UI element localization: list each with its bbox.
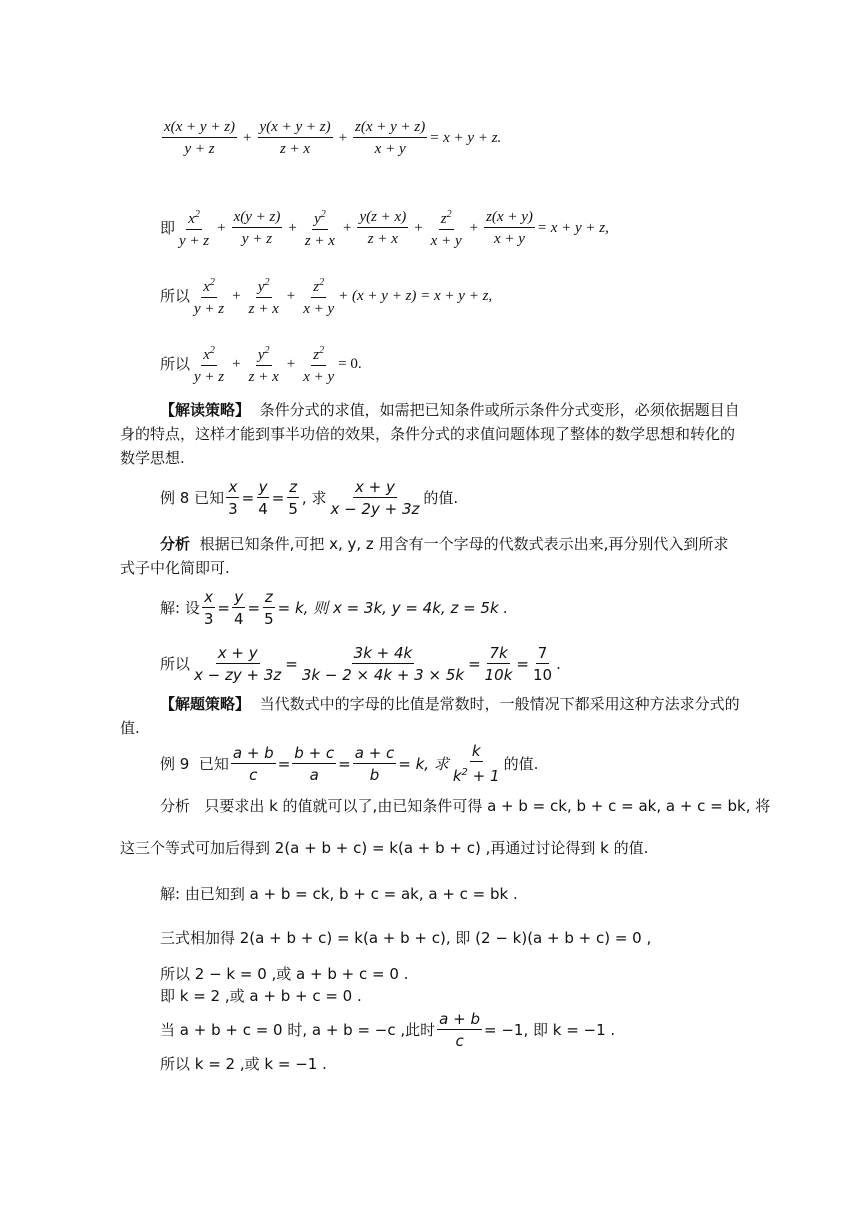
equation-rhs: = x + y + z. <box>429 130 502 146</box>
solution-label: 解: 设 <box>160 599 200 617</box>
strategy-label: 【解题策略】 <box>160 695 251 713</box>
result-prefix: 所以 <box>160 655 191 673</box>
example-8-solution: 解: 设 $\frac{x}{3}$ = $\frac{y}{4}$ = $\frac{z}{5}$ = k, 则 x = 3k, y = 4k, z = 5k . <box>160 588 509 628</box>
prefix-text: 所以 <box>160 355 191 373</box>
strategy-text: 条件分式的求值，如需把已知条件或所示条件分式变形，必须依据题目自身的特点，这样才能到事半功倍的效果，条件分式的求值问题体现了整体的数学思想和转化的数学思想. <box>120 401 740 467</box>
step-text: 所以 2 − k = 0 ,或 a + b + c = 0 . <box>160 965 409 983</box>
example-8-analysis <box>120 532 740 580</box>
analysis-text: 只要求出 k 的值就可以了,由已知条件可得 a + b = ck, b + c = ak, a + c = bk, 将 <box>204 797 771 815</box>
example-9-step-2 <box>160 928 651 948</box>
equation-line-3: 所以 $\frac{x^2}{y + z}$ + $\frac{y^2}{z + x}$ + $\frac{z^2}{x + y}$ + (x + y + z) = x + y + z, <box>160 274 492 318</box>
equation-line-4: 所以 $\frac{x^2}{y + z}$ + $\frac{y^2}{z + x}$ + $\frac{z^2}{x + y}$ = 0. <box>160 342 362 386</box>
strategy-label: 【解读策略】 <box>160 401 251 419</box>
strategy-text: 当代数式中的字母的比值是常数时，一般情况下都采用这种方法求分式的值. <box>120 695 740 737</box>
example-9-step-6 <box>160 1054 327 1074</box>
step-text: 解: 由已知到 a + b = ck, b + c = ak, a + c = bk . <box>160 885 518 903</box>
fraction: $\frac{z(x + y + z)}{x + y}$ <box>355 119 426 157</box>
strategy-paragraph-2 <box>120 692 740 740</box>
ask-end-text: 的值. <box>423 489 459 507</box>
prefix-text: 即 <box>160 219 176 237</box>
solution-text: = k, 则 x = 3k, y = 4k, z = 5k . <box>277 599 509 617</box>
step-text: 当 a + b + c = 0 时, a + b = −c ,此时 <box>160 1021 436 1039</box>
analysis-text: 根据已知条件,可把 x, y, z 用含有一个字母的代数式表示出来,再分别代入到所求式子中化简即可. <box>120 535 729 577</box>
example-9-analysis-line-2 <box>120 838 648 858</box>
equation-line-2: 即 $\frac{x^2}{y + z}$ + $\frac{x(y + z)}{y + z}$ + $\frac{y^2}{z + x}$ + $\frac{y(z + x)}{z + x}$ + $\frac{z^2}{x + y}$ + $\frac{z(x + y)}{x + y}$ = x + y + z, <box>160 206 609 250</box>
equation-line-1: $\frac{x(x + y + z)}{y + z}$ + $\frac{y(x + y + z)}{z + x}$ + $\frac{z(x + y + z)}{x + y}$ = x + y + z. <box>164 119 502 157</box>
prefix-text: 所以 <box>160 287 191 305</box>
ask-text: , 求 <box>301 489 327 507</box>
strategy-paragraph-1 <box>120 398 740 470</box>
equation-rhs: = x + y + z, <box>536 220 609 236</box>
analysis-label: 分析 <box>160 797 191 815</box>
example-9-step-5: 当 a + b + c = 0 时, a + b = −c ,此时 $\frac{a + b}{c}$ = −1, 即 k = −1 . <box>160 1010 616 1050</box>
step-text: 三式相加得 2(a + b + c) = k(a + b + c), 即 (2 − k)(a + b + c) = 0 , <box>160 929 652 947</box>
example-label: 例 9 <box>160 754 190 773</box>
fraction: $\frac{x(x + y + z)}{y + z}$ <box>164 119 236 157</box>
example-9-step-4 <box>160 986 362 1006</box>
example-9-analysis-line-1 <box>160 796 770 816</box>
step-text: 所以 k = 2 ,或 k = −1 . <box>160 1055 327 1073</box>
analysis-text: 这三个等式可加后得到 2(a + b + c) = k(a + b + c) ,再通过讨论得到 k 的值. <box>120 839 649 857</box>
example-8-statement: 例 8 已知 $\frac{x}{3}$ = $\frac{y}{4}$ = $\frac{z}{5}$ , 求 $\frac{x + y}{x - 2y + 3z}$ 的值. <box>160 478 459 518</box>
analysis-label: 分析 <box>160 535 191 553</box>
example-8-result: 所以 $\frac{x + y}{x - zy + 3z}$ = $\frac{3k + 4k}{3k - 2 \times 4k + 3 \times 5k}$ = $\frac{7k}{10k}$ = $\frac{7}{10}$ . <box>160 644 561 684</box>
known-text: 已知 <box>194 489 225 507</box>
fraction: $\frac{y(x + y + z)}{z + x}$ <box>259 119 331 157</box>
example-label: 例 8 <box>160 489 190 507</box>
known-text: 已知 <box>198 754 229 773</box>
step-text: 即 k = 2 ,或 a + b + c = 0 . <box>160 987 362 1005</box>
example-9-step-1 <box>160 884 518 904</box>
example-9-step-3 <box>160 964 408 984</box>
equation-end: = k, 求 <box>398 754 449 773</box>
equation-rhs: + (x + y + z) = x + y + z, <box>338 288 493 304</box>
ask-end-text: 的值. <box>503 754 539 773</box>
example-9-statement: 例 9 已知 $\frac{a + b}{c}$ = $\frac{b + c}{a}$ = $\frac{a + c}{b}$ = k, 求 $\frac{k}{k^2 + 1}$ 的值. <box>160 742 539 785</box>
step-text: = −1, 即 k = −1 . <box>484 1021 616 1039</box>
equation-rhs: = 0. <box>338 356 362 372</box>
